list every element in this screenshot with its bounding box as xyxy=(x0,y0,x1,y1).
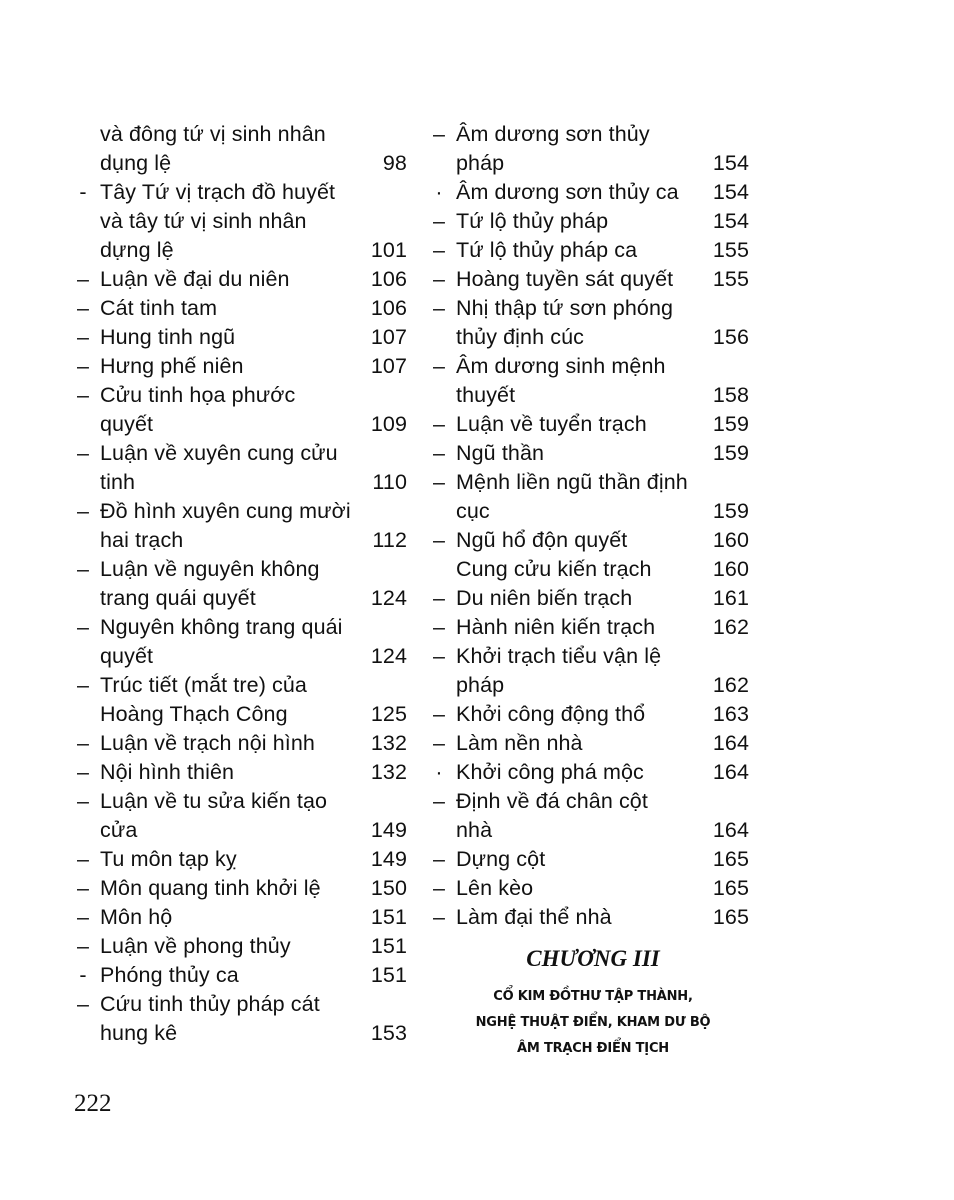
toc-entry xyxy=(428,352,753,410)
toc-entry xyxy=(72,961,407,990)
toc-bullet-dash: – xyxy=(76,267,90,291)
toc-entry-line xyxy=(428,613,753,642)
toc-entry-title: Phóng thủy ca xyxy=(100,963,239,987)
toc-entry-title: Đồ hình xuyên cung mười xyxy=(100,499,351,523)
toc-entry-title: hung kê xyxy=(100,1021,178,1045)
toc-entry-page-number: 159 xyxy=(712,441,749,465)
toc-bullet-dash: – xyxy=(432,702,446,726)
toc-entry xyxy=(428,729,753,758)
toc-right-column xyxy=(428,120,753,932)
toc-entry-line xyxy=(428,207,753,236)
toc-bullet-dash: – xyxy=(432,354,446,378)
toc-bullet-dash: – xyxy=(76,905,90,929)
toc-bullet-dash: – xyxy=(76,876,90,900)
toc-entry xyxy=(428,903,753,932)
toc-entry-title: quyết xyxy=(100,644,154,668)
toc-entry-page-number: 165 xyxy=(712,847,749,871)
toc-entry-title: Môn hộ xyxy=(100,905,173,929)
page-number: 222 xyxy=(74,1090,112,1117)
toc-entry-page-number: 124 xyxy=(370,644,407,668)
toc-bullet-dash: – xyxy=(76,934,90,958)
toc-entry-line xyxy=(72,439,407,468)
toc-entry-line xyxy=(72,497,407,526)
chapter-subtitle-line: NGHỆ THUẬT ĐIỂN, KHAM DƯ BỘ xyxy=(475,1015,711,1030)
toc-entry-title: Khởi công động thổ xyxy=(456,702,646,726)
toc-entry-page-number: 162 xyxy=(712,673,749,697)
toc-entry-title: Hoàng Thạch Công xyxy=(100,702,288,726)
toc-entry-title: quyết xyxy=(100,412,154,436)
toc-entry-line xyxy=(428,381,753,410)
toc-entry-line xyxy=(428,526,753,555)
toc-bullet-dash: – xyxy=(432,615,446,639)
toc-bullet-dash: – xyxy=(432,441,446,465)
toc-entry-page-number: 154 xyxy=(712,209,749,233)
toc-entry-title: trang quái quyết xyxy=(100,586,256,610)
toc-entry xyxy=(428,845,753,874)
toc-entry-line xyxy=(72,642,407,671)
chapter-title: CHƯƠNG III xyxy=(526,946,660,971)
toc-entry-line xyxy=(428,874,753,903)
toc-entry-title: Trúc tiết (mắt tre) của xyxy=(100,673,307,697)
chapter-subtitle-line: ÂM TRẠCH ĐIỂN TỊCH xyxy=(517,1041,669,1056)
toc-bullet-dash: – xyxy=(76,354,90,378)
toc-entry-title: Nguyên không trang quái xyxy=(100,615,343,639)
toc-entry-page-number: 112 xyxy=(372,528,407,552)
toc-entry-line xyxy=(72,178,407,207)
toc-entry-title: Tứ lộ thủy pháp xyxy=(456,209,609,233)
toc-entry xyxy=(428,787,753,845)
toc-entry-title: Ngũ thần xyxy=(456,441,545,465)
toc-entry-title: Tây Tứ vị trạch đồ huyết xyxy=(100,180,336,204)
toc-entry xyxy=(428,468,753,526)
toc-entry-line xyxy=(428,555,753,584)
toc-entry-page-number: 151 xyxy=(370,963,407,987)
toc-entry-title: cục xyxy=(456,499,490,523)
toc-entry-line xyxy=(428,178,753,207)
toc-bullet-dash: – xyxy=(432,586,446,610)
toc-entry-line xyxy=(72,294,407,323)
toc-entry xyxy=(72,323,407,352)
toc-entry-line xyxy=(72,410,407,439)
toc-entry-page-number: 124 xyxy=(370,586,407,610)
toc-entry-line xyxy=(72,207,407,236)
toc-entry xyxy=(428,555,753,584)
toc-entry xyxy=(428,700,753,729)
toc-bullet-dash: – xyxy=(432,470,446,494)
toc-entry-page-number: 132 xyxy=(370,731,407,755)
toc-entry-title: Âm dương sơn thủy ca xyxy=(456,180,679,204)
toc-entry-page-number: 153 xyxy=(370,1021,407,1045)
toc-entry-page-number: 101 xyxy=(370,238,407,262)
toc-entry xyxy=(72,439,407,497)
toc-entry-page-number: 160 xyxy=(712,557,749,581)
toc-entry xyxy=(428,642,753,700)
toc-entry xyxy=(72,613,407,671)
toc-bullet-dash: – xyxy=(76,296,90,320)
toc-entry-title: nhà xyxy=(456,818,493,842)
toc-entry-page-number: 149 xyxy=(370,847,407,871)
toc-entry-line xyxy=(72,816,407,845)
toc-entry-line xyxy=(428,497,753,526)
toc-entry-title: Ngũ hổ độn quyết xyxy=(456,528,628,552)
toc-entry-line xyxy=(72,874,407,903)
toc-entry xyxy=(428,410,753,439)
toc-entry-title: thủy định cúc xyxy=(456,325,584,349)
toc-entry-line xyxy=(72,381,407,410)
toc-entry xyxy=(428,178,753,207)
toc-entry-page-number: 98 xyxy=(382,151,407,175)
toc-entry xyxy=(72,294,407,323)
toc-entry-page-number: 164 xyxy=(712,760,749,784)
toc-entry xyxy=(428,613,753,642)
toc-entry xyxy=(428,265,753,294)
toc-entry-title: Mệnh liền ngũ thần định xyxy=(456,470,688,494)
toc-entry-line xyxy=(72,729,407,758)
toc-bullet-dash: – xyxy=(432,731,446,755)
toc-entry-line xyxy=(428,265,753,294)
toc-entry xyxy=(72,352,407,381)
toc-entry-title: Luận về trạch nội hình xyxy=(100,731,315,755)
toc-entry-page-number: 109 xyxy=(370,412,407,436)
toc-entry xyxy=(72,932,407,961)
toc-entry-line xyxy=(428,294,753,323)
toc-entry-title: Hoàng tuyền sát quyết xyxy=(456,267,674,291)
toc-entry-title: pháp xyxy=(456,673,505,697)
toc-entry-line xyxy=(72,526,407,555)
toc-entry-title: Định về đá chân cột xyxy=(456,789,648,813)
toc-entry-line xyxy=(72,468,407,497)
toc-entry-title: tinh xyxy=(100,470,136,494)
toc-entry-line xyxy=(428,903,753,932)
toc-entry-page-number: 161 xyxy=(712,586,749,610)
toc-entry-line xyxy=(72,932,407,961)
toc-entry-line xyxy=(72,845,407,874)
toc-bullet-dash: – xyxy=(432,847,446,871)
toc-entry-line xyxy=(72,990,407,1019)
toc-bullet-dash: · xyxy=(435,180,443,204)
chapter-subtitle-line: CỔ KIM ĐỒTHƯ TẬP THÀNH, xyxy=(493,989,693,1004)
toc-entry-title: Luận về tuyển trạch xyxy=(456,412,647,436)
toc-bullet-dash: – xyxy=(76,383,90,407)
toc-entry-page-number: 154 xyxy=(712,180,749,204)
toc-entry-page-number: 162 xyxy=(712,615,749,639)
toc-entry-page-number: 151 xyxy=(370,934,407,958)
toc-entry xyxy=(72,787,407,845)
toc-entry-title: Làm đại thể nhà xyxy=(456,905,612,929)
toc-entry-line xyxy=(428,845,753,874)
toc-entry-line xyxy=(428,642,753,671)
toc-entry-page-number: 159 xyxy=(712,499,749,523)
toc-entry-title: Cát tinh tam xyxy=(100,296,218,320)
toc-entry xyxy=(428,526,753,555)
toc-entry-line xyxy=(72,149,407,178)
toc-entry-title: Luận về đại du niên xyxy=(100,267,290,291)
toc-entry xyxy=(72,265,407,294)
toc-entry-title: Du niên biến trạch xyxy=(456,586,633,610)
toc-entry-title: thuyết xyxy=(456,383,516,407)
toc-entry-title: và tây tứ vị sinh nhân xyxy=(100,209,307,233)
toc-entry-page-number: 165 xyxy=(712,876,749,900)
toc-entry-title: hai trạch xyxy=(100,528,184,552)
toc-entry-page-number: 159 xyxy=(712,412,749,436)
toc-entry-page-number: 132 xyxy=(370,760,407,784)
toc-entry-line xyxy=(428,584,753,613)
toc-entry xyxy=(428,758,753,787)
toc-entry-line xyxy=(428,149,753,178)
toc-entry-line xyxy=(428,787,753,816)
toc-bullet-dash: – xyxy=(432,412,446,436)
toc-entry-line xyxy=(428,352,753,381)
toc-entry-title: Cứu tinh thủy pháp cát xyxy=(100,992,320,1016)
toc-entry-title: Lên kèo xyxy=(456,876,534,900)
toc-entry-title: Dựng cột xyxy=(456,847,546,871)
toc-entry-line xyxy=(428,671,753,700)
toc-entry-line xyxy=(72,120,407,149)
toc-entry-title: Tứ lộ thủy pháp ca xyxy=(456,238,638,262)
toc-bullet-dash: – xyxy=(432,296,446,320)
toc-entry-title: Cửu tinh họa phước xyxy=(100,383,296,407)
toc-entry xyxy=(72,758,407,787)
toc-entry-page-number: 107 xyxy=(370,325,407,349)
toc-entry xyxy=(428,120,753,178)
toc-bullet-dash: - xyxy=(79,963,87,987)
toc-entry xyxy=(428,294,753,352)
toc-bullet-dash: – xyxy=(76,789,90,813)
toc-entry xyxy=(428,439,753,468)
toc-entry xyxy=(72,729,407,758)
toc-bullet-dash: – xyxy=(432,238,446,262)
toc-entry-line xyxy=(72,265,407,294)
toc-entry-page-number: 106 xyxy=(370,296,407,320)
toc-entry-title: dựng lệ xyxy=(100,238,174,262)
toc-entry-line xyxy=(72,787,407,816)
toc-entry-title: Luận về xuyên cung cửu xyxy=(100,441,338,465)
toc-entry-page-number: 125 xyxy=(370,702,407,726)
toc-entry-title: dụng lệ xyxy=(100,151,172,175)
toc-entry-title: pháp xyxy=(456,151,505,175)
toc-entry-line xyxy=(72,323,407,352)
toc-entry-line xyxy=(72,700,407,729)
toc-entry-line xyxy=(72,961,407,990)
toc-entry-page-number: 165 xyxy=(712,905,749,929)
toc-entry-line xyxy=(72,758,407,787)
toc-bullet-dash: – xyxy=(432,267,446,291)
toc-bullet-dash: – xyxy=(432,905,446,929)
toc-entry-title: Hành niên kiến trạch xyxy=(456,615,656,639)
toc-entry-page-number: 160 xyxy=(712,528,749,552)
toc-entry-title: Môn quang tinh khởi lệ xyxy=(100,876,321,900)
toc-entry xyxy=(72,120,407,178)
toc-bullet-dash: – xyxy=(76,760,90,784)
toc-entry-line xyxy=(72,1019,407,1048)
toc-entry xyxy=(72,874,407,903)
toc-entry-page-number: 110 xyxy=(372,470,407,494)
toc-entry-line xyxy=(428,323,753,352)
toc-entry-title: và đông tứ vị sinh nhân xyxy=(100,122,326,146)
toc-bullet-dash: – xyxy=(76,992,90,1016)
toc-entry-title: Hưng phế niên xyxy=(100,354,244,378)
toc-entry-title: Làm nền nhà xyxy=(456,731,583,755)
toc-entry-line xyxy=(72,584,407,613)
toc-entry xyxy=(72,555,407,613)
toc-entry-title: Luận về tu sửa kiến tạo xyxy=(100,789,328,813)
toc-entry-title: Tu môn tạp kỵ xyxy=(100,847,237,871)
toc-entry-title: cửa xyxy=(100,818,138,842)
toc-entry xyxy=(72,381,407,439)
toc-entry xyxy=(72,845,407,874)
toc-entry-line xyxy=(428,758,753,787)
toc-bullet-dash: – xyxy=(432,876,446,900)
toc-entry xyxy=(428,584,753,613)
toc-entry-page-number: 163 xyxy=(712,702,749,726)
toc-bullet-dash: – xyxy=(76,673,90,697)
toc-entry-line xyxy=(72,903,407,932)
toc-entry xyxy=(72,497,407,555)
toc-entry-line xyxy=(428,729,753,758)
toc-entry-line xyxy=(428,236,753,265)
toc-entry xyxy=(72,178,407,265)
toc-entry-title: Hung tinh ngũ xyxy=(100,325,236,349)
toc-entry-page-number: 164 xyxy=(712,818,749,842)
toc-entry-page-number: 107 xyxy=(370,354,407,378)
toc-entry-page-number: 155 xyxy=(712,267,749,291)
toc-entry-title: Nội hình thiên xyxy=(100,760,235,784)
toc-bullet-dash: – xyxy=(432,528,446,552)
toc-entry xyxy=(72,990,407,1048)
toc-entry-line xyxy=(428,816,753,845)
toc-entry-line xyxy=(72,555,407,584)
toc-entry-page-number: 158 xyxy=(712,383,749,407)
toc-entry-title: Luận về phong thủy xyxy=(100,934,291,958)
toc-entry xyxy=(72,903,407,932)
toc-entry-page-number: 155 xyxy=(712,238,749,262)
toc-bullet-dash: – xyxy=(432,209,446,233)
toc-entry-line xyxy=(428,439,753,468)
toc-entry-title: Khởi công phá mộc xyxy=(456,760,644,784)
toc-entry-page-number: 156 xyxy=(712,325,749,349)
toc-entry-page-number: 164 xyxy=(712,731,749,755)
toc-bullet-dash: – xyxy=(76,325,90,349)
toc-entry xyxy=(428,207,753,236)
toc-bullet-dash: – xyxy=(76,557,90,581)
toc-entry-page-number: 149 xyxy=(370,818,407,842)
toc-entry-line xyxy=(72,613,407,642)
toc-left-column xyxy=(72,120,407,1048)
toc-entry-page-number: 154 xyxy=(712,151,749,175)
toc-entry-line xyxy=(72,236,407,265)
toc-entry-line xyxy=(72,671,407,700)
toc-entry-title: Âm dương sinh mệnh xyxy=(456,354,666,378)
toc-entry-line xyxy=(428,700,753,729)
toc-bullet-dash: · xyxy=(435,760,443,784)
toc-bullet-dash: – xyxy=(76,731,90,755)
toc-bullet-dash: – xyxy=(76,615,90,639)
toc-entry-title: Cung cửu kiến trạch xyxy=(456,557,652,581)
toc-entry-line xyxy=(72,352,407,381)
toc-bullet-dash: – xyxy=(76,441,90,465)
toc-bullet-dash: – xyxy=(432,789,446,813)
chapter-heading-block xyxy=(428,944,758,1062)
toc-entry-title: Luận về nguyên không xyxy=(100,557,320,581)
toc-entry-line xyxy=(428,410,753,439)
toc-bullet-dash: – xyxy=(76,499,90,523)
toc-entry-title: Khởi trạch tiểu vận lệ xyxy=(456,644,662,668)
toc-entry-title: Nhị thập tứ sơn phóng xyxy=(456,296,674,320)
toc-bullet-dash: – xyxy=(432,644,446,668)
toc-bullet-dash: - xyxy=(79,180,87,204)
toc-entry-page-number: 151 xyxy=(370,905,407,929)
toc-entry xyxy=(428,874,753,903)
toc-entry xyxy=(428,236,753,265)
toc-entry-page-number: 150 xyxy=(370,876,407,900)
toc-entry-page-number: 106 xyxy=(370,267,407,291)
toc-entry-line xyxy=(428,468,753,497)
toc-bullet-dash: – xyxy=(76,847,90,871)
toc-entry-line xyxy=(428,120,753,149)
toc-entry-title: Âm dương sơn thủy xyxy=(456,122,650,146)
toc-bullet-dash: – xyxy=(432,122,446,146)
toc-entry xyxy=(72,671,407,729)
